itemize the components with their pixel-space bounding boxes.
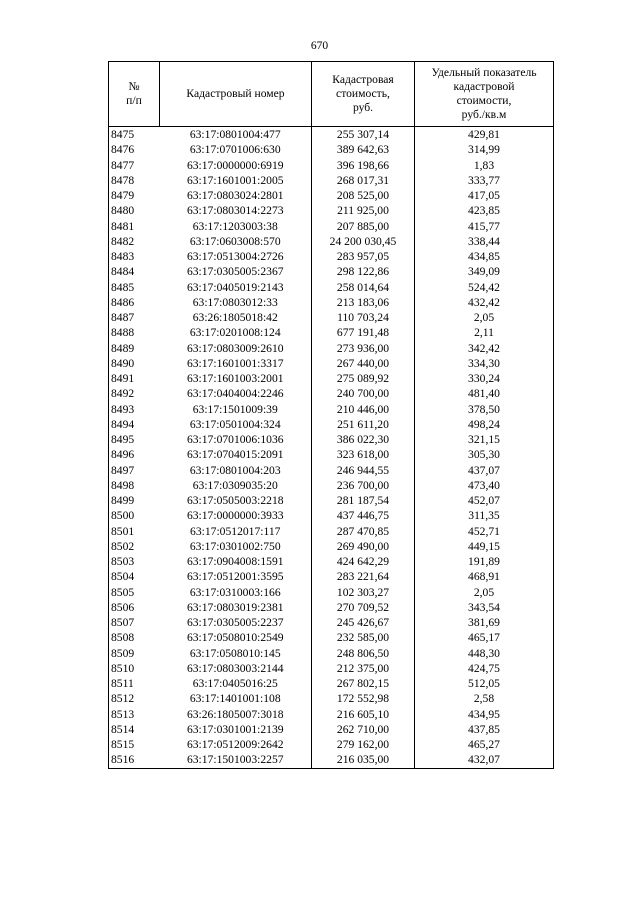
cell-row-number: 8516 (109, 752, 160, 768)
header-specific-indicator: Удельный показатель кадастровой стоимости, руб./кв.м (415, 62, 554, 127)
cell-specific-indicator: 330,24 (415, 371, 554, 386)
header-cadastral-cost: Кадастровая стоимость, руб. (312, 62, 415, 127)
cell-row-number: 8489 (109, 341, 160, 356)
cell-cadastral-number: 63:17:0904008:1591 (186, 555, 284, 569)
table-row (109, 661, 554, 676)
cell-cadastral-number: 63:17:0305005:2237 (186, 616, 284, 630)
cell-specific-indicator: 452,71 (415, 524, 554, 539)
cell-cadastral-number: 63:17:1601001:3317 (186, 356, 284, 370)
cell-cadastral-number: 63:17:1601001:2005 (186, 173, 284, 187)
cell-row-number: 8481 (109, 219, 160, 234)
cell-cadastral-number: 63:17:0513004:2726 (186, 250, 284, 264)
cell-specific-indicator: 314,99 (415, 142, 554, 157)
cell-row-number: 8476 (109, 142, 160, 157)
cell-cadastral-number: 63:17:0803003:2144 (186, 661, 284, 675)
cell-specific-indicator: 468,91 (415, 569, 554, 584)
cell-specific-indicator: 432,42 (415, 295, 554, 310)
cell-cadastral-cost: 262 710,00 (312, 722, 415, 737)
cell-cadastral-cost: 236 700,00 (312, 478, 415, 493)
cell-row-number: 8479 (109, 188, 160, 203)
cell-cadastral-number: 63:26:1805018:42 (192, 311, 278, 325)
cell-specific-indicator: 343,54 (415, 600, 554, 615)
table-row (109, 508, 554, 523)
table-row (109, 219, 554, 234)
cell-specific-indicator: 415,77 (415, 219, 554, 234)
cadastral-value-table (108, 61, 554, 769)
cell-specific-indicator: 1,83 (415, 158, 554, 173)
table-row (109, 234, 554, 249)
cell-row-number: 8495 (109, 432, 160, 447)
cell-specific-indicator: 449,15 (415, 539, 554, 554)
cell-cadastral-cost: 207 885,00 (312, 219, 415, 234)
cell-specific-indicator: 429,81 (415, 127, 554, 143)
cell-cadastral-number: 63:17:0301002:750 (189, 539, 281, 553)
table-row (109, 417, 554, 432)
cell-specific-indicator: 434,85 (415, 249, 554, 264)
cell-cadastral-cost: 386 022,30 (312, 432, 415, 447)
table-row (109, 341, 554, 356)
header-row-number: № п/п (109, 62, 160, 127)
cell-cadastral-cost: 240 700,00 (312, 386, 415, 401)
table-row (109, 737, 554, 752)
cell-cadastral-cost: 255 307,14 (312, 127, 415, 143)
cell-cadastral-cost: 268 017,31 (312, 173, 415, 188)
cell-row-number: 8496 (109, 447, 160, 462)
cell-cadastral-number: 63:17:0201008:124 (189, 326, 281, 340)
cell-specific-indicator: 434,95 (415, 707, 554, 722)
cell-specific-indicator: 437,85 (415, 722, 554, 737)
table-row (109, 707, 554, 722)
table-row (109, 752, 554, 768)
cell-cadastral-number: 63:17:0305005:2367 (186, 265, 284, 279)
cell-row-number: 8477 (109, 158, 160, 173)
cell-cadastral-number: 63:17:0803009:2610 (186, 341, 284, 355)
cell-cadastral-number: 63:17:0803024:2801 (186, 189, 284, 203)
cell-specific-indicator: 417,05 (415, 188, 554, 203)
cell-cadastral-number: 63:17:0505003:2218 (186, 494, 284, 508)
cell-cadastral-number: 63:17:1401001:108 (189, 692, 281, 706)
table-row (109, 142, 554, 157)
table-row (109, 691, 554, 706)
cell-cadastral-cost: 245 426,67 (312, 615, 415, 630)
table-row (109, 722, 554, 737)
cell-row-number: 8498 (109, 478, 160, 493)
cell-cadastral-number: 63:17:0801004:203 (189, 463, 281, 477)
cell-specific-indicator: 2,11 (415, 325, 554, 340)
cell-specific-indicator: 2,05 (415, 310, 554, 325)
table-row (109, 569, 554, 584)
table-row (109, 676, 554, 691)
cell-specific-indicator: 342,42 (415, 341, 554, 356)
cell-cadastral-cost: 269 490,00 (312, 539, 415, 554)
cell-row-number: 8508 (109, 630, 160, 645)
cell-cadastral-number: 63:17:1501003:2257 (160, 752, 312, 768)
cell-cadastral-number: 63:17:0508010:145 (189, 646, 281, 660)
cell-row-number: 8475 (109, 127, 160, 143)
cell-specific-indicator: 381,69 (415, 615, 554, 630)
cell-row-number: 8504 (109, 569, 160, 584)
cell-cadastral-number: 63:17:0000000:6919 (186, 158, 284, 172)
table-row (109, 493, 554, 508)
cell-row-number: 8487 (109, 310, 160, 325)
table-row (109, 264, 554, 279)
cell-row-number: 8493 (109, 402, 160, 417)
cell-cadastral-number: 63:17:0512017:117 (190, 524, 281, 538)
cell-cadastral-cost: 267 440,00 (312, 356, 415, 371)
table-row (109, 539, 554, 554)
cell-cadastral-number: 63:17:0701006:630 (189, 143, 281, 157)
cell-cadastral-cost: 287 470,85 (312, 524, 415, 539)
cell-cadastral-number: 63:17:0404004:2246 (186, 387, 284, 401)
cell-cadastral-cost: 208 525,00 (312, 188, 415, 203)
table-row (109, 386, 554, 401)
cell-specific-indicator: 481,40 (415, 386, 554, 401)
cell-cadastral-cost: 232 585,00 (312, 630, 415, 645)
cell-cadastral-cost: 251 611,20 (312, 417, 415, 432)
cell-specific-indicator: 432,07 (415, 752, 554, 768)
table-row (109, 249, 554, 264)
cell-cadastral-number: 63:17:0803012:33 (192, 295, 278, 309)
cell-row-number: 8497 (109, 463, 160, 478)
cell-specific-indicator: 424,75 (415, 661, 554, 676)
table-row (109, 646, 554, 661)
cell-cadastral-cost: 258 014,64 (312, 280, 415, 295)
cell-cadastral-number: 63:17:0405019:2143 (186, 280, 284, 294)
cell-specific-indicator: 498,24 (415, 417, 554, 432)
cell-specific-indicator: 338,44 (415, 234, 554, 249)
cell-cadastral-cost: 213 183,06 (312, 295, 415, 310)
cell-cadastral-number: 63:17:1601003:2001 (186, 372, 284, 386)
cell-row-number: 8513 (109, 707, 160, 722)
cell-cadastral-number: 63:17:1203003:38 (192, 219, 278, 233)
cell-cadastral-cost: 110 703,24 (312, 310, 415, 325)
cell-cadastral-cost: 211 925,00 (312, 203, 415, 218)
cell-cadastral-number: 63:17:0801004:477 (160, 127, 312, 143)
cell-cadastral-number: 63:26:1805007:3018 (186, 707, 284, 721)
cell-cadastral-cost: 248 806,50 (312, 646, 415, 661)
table-row (109, 585, 554, 600)
page-number: 670 (310, 40, 329, 52)
table-row (109, 630, 554, 645)
cell-cadastral-cost: 270 709,52 (312, 600, 415, 615)
table-row (109, 478, 554, 493)
cell-cadastral-cost: 102 303,27 (312, 585, 415, 600)
table-row (109, 158, 554, 173)
cell-specific-indicator: 512,05 (415, 676, 554, 691)
table-row (109, 463, 554, 478)
cell-cadastral-number: 63:17:0704015:2091 (186, 448, 284, 462)
cell-cadastral-cost: 275 089,92 (312, 371, 415, 386)
cell-row-number: 8505 (109, 585, 160, 600)
cell-specific-indicator: 334,30 (415, 356, 554, 371)
cell-row-number: 8500 (109, 508, 160, 523)
table-row (109, 371, 554, 386)
cell-specific-indicator: 311,35 (415, 508, 554, 523)
cell-specific-indicator: 305,30 (415, 447, 554, 462)
cell-cadastral-cost: 273 936,00 (312, 341, 415, 356)
cell-specific-indicator: 333,77 (415, 173, 554, 188)
cell-cadastral-number: 63:17:0310003:166 (189, 585, 281, 599)
cell-row-number: 8509 (109, 646, 160, 661)
cell-cadastral-cost: 212 375,00 (312, 661, 415, 676)
cell-row-number: 8503 (109, 554, 160, 569)
cell-row-number: 8480 (109, 203, 160, 218)
cell-cadastral-number: 63:17:0508010:2549 (186, 631, 284, 645)
cell-cadastral-cost: 437 446,75 (312, 508, 415, 523)
cell-cadastral-number: 63:17:0512009:2642 (186, 738, 284, 752)
cell-row-number: 8478 (109, 173, 160, 188)
cell-cadastral-number: 63:17:0803014:2273 (186, 204, 284, 218)
table-row (109, 447, 554, 462)
cell-specific-indicator: 437,07 (415, 463, 554, 478)
cell-cadastral-number: 63:17:0405016:25 (192, 677, 278, 691)
cell-cadastral-cost: 396 198,66 (312, 158, 415, 173)
cell-row-number: 8501 (109, 524, 160, 539)
table-row (109, 203, 554, 218)
cell-cadastral-number: 63:17:0701006:1036 (186, 433, 284, 447)
table-row (109, 188, 554, 203)
cell-row-number: 8514 (109, 722, 160, 737)
cell-cadastral-number: 63:17:0501004:324 (189, 417, 281, 431)
cell-cadastral-cost: 424 642,29 (312, 554, 415, 569)
cell-cadastral-cost: 172 552,98 (312, 691, 415, 706)
cell-row-number: 8512 (109, 691, 160, 706)
table-row (109, 310, 554, 325)
table-body (109, 127, 554, 769)
cell-cadastral-cost: 677 191,48 (312, 325, 415, 340)
table-row (109, 600, 554, 615)
cell-specific-indicator: 378,50 (415, 402, 554, 417)
table-row (109, 402, 554, 417)
cell-row-number: 8490 (109, 356, 160, 371)
cell-row-number: 8482 (109, 234, 160, 249)
table-row (109, 325, 554, 340)
cell-row-number: 8494 (109, 417, 160, 432)
cell-row-number: 8506 (109, 600, 160, 615)
cell-cadastral-cost: 298 122,86 (312, 264, 415, 279)
cell-row-number: 8484 (109, 264, 160, 279)
cell-cadastral-number: 63:17:0603008:570 (189, 234, 281, 248)
cell-cadastral-cost: 216 035,00 (312, 752, 415, 768)
cell-row-number: 8510 (109, 661, 160, 676)
cell-row-number: 8515 (109, 737, 160, 752)
cell-specific-indicator: 448,30 (415, 646, 554, 661)
cell-cadastral-cost: 323 618,00 (312, 447, 415, 462)
cell-specific-indicator: 465,27 (415, 737, 554, 752)
cell-specific-indicator: 524,42 (415, 280, 554, 295)
cell-row-number: 8507 (109, 615, 160, 630)
cell-specific-indicator: 465,17 (415, 630, 554, 645)
table-header (109, 62, 554, 127)
cell-cadastral-cost: 283 957,05 (312, 249, 415, 264)
table-row (109, 280, 554, 295)
cell-specific-indicator: 473,40 (415, 478, 554, 493)
cell-cadastral-cost: 216 605,10 (312, 707, 415, 722)
table-row (109, 356, 554, 371)
header-row (109, 62, 554, 127)
cell-row-number: 8486 (109, 295, 160, 310)
table-row (109, 127, 554, 143)
cell-cadastral-number: 63:17:0309035:20 (192, 478, 278, 492)
table-row (109, 173, 554, 188)
cell-row-number: 8502 (109, 539, 160, 554)
table-row (109, 524, 554, 539)
cell-cadastral-cost: 279 162,00 (312, 737, 415, 752)
cell-row-number: 8499 (109, 493, 160, 508)
cell-cadastral-cost: 389 642,63 (312, 142, 415, 157)
cell-specific-indicator: 191,89 (415, 554, 554, 569)
cell-specific-indicator: 349,09 (415, 264, 554, 279)
cell-row-number: 8488 (109, 325, 160, 340)
table-row (109, 432, 554, 447)
table-row (109, 554, 554, 569)
table-row (109, 615, 554, 630)
cell-cadastral-cost: 24 200 030,45 (312, 234, 415, 249)
cell-specific-indicator: 2,58 (415, 691, 554, 706)
header-cadastral-number: Кадастровый номер (160, 62, 312, 127)
cell-row-number: 8485 (109, 280, 160, 295)
cell-specific-indicator: 321,15 (415, 432, 554, 447)
table-row (109, 295, 554, 310)
cell-cadastral-number: 63:17:0301001:2139 (186, 722, 284, 736)
cell-specific-indicator: 2,05 (415, 585, 554, 600)
cell-row-number: 8511 (109, 676, 160, 691)
cell-cadastral-cost: 283 221,64 (312, 569, 415, 584)
cell-row-number: 8483 (109, 249, 160, 264)
cell-row-number: 8491 (109, 371, 160, 386)
cell-cadastral-number: 63:17:0512001:3595 (186, 570, 284, 584)
cell-cadastral-number: 63:17:0803019:2381 (186, 600, 284, 614)
cell-cadastral-cost: 267 802,15 (312, 676, 415, 691)
cell-cadastral-cost: 246 944,55 (312, 463, 415, 478)
cell-specific-indicator: 452,07 (415, 493, 554, 508)
cell-cadastral-cost: 210 446,00 (312, 402, 415, 417)
cell-cadastral-number: 63:17:1501009:39 (192, 402, 278, 416)
cell-specific-indicator: 423,85 (415, 203, 554, 218)
cell-cadastral-cost: 281 187,54 (312, 493, 415, 508)
cell-cadastral-number: 63:17:0000000:3933 (186, 509, 284, 523)
cell-row-number: 8492 (109, 386, 160, 401)
